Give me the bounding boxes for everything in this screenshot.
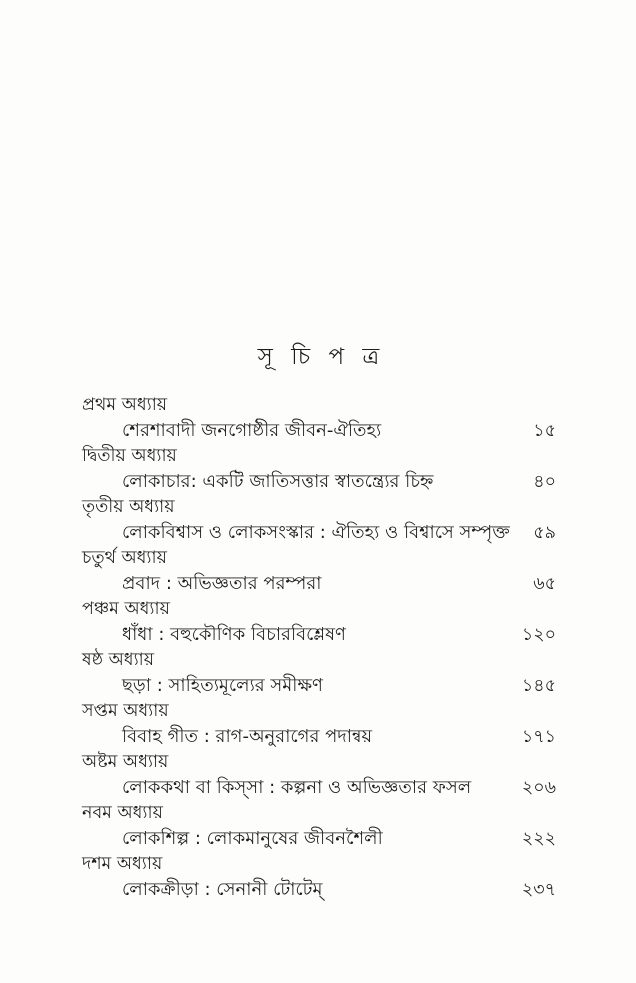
toc-chapter-8: [82, 750, 556, 801]
entry-title: শেরশাবাদী জনগোষ্ঠীর জীবন-ঐতিহ্য: [122, 420, 382, 441]
toc-entry: [82, 724, 556, 750]
chapter-heading: দশম অধ্যায়: [82, 854, 163, 874]
toc-entry: [82, 622, 556, 648]
entry-page-number: ৫৯: [533, 523, 556, 543]
toc-chapter-10: [82, 852, 556, 903]
entry-page-number: ১৫: [533, 421, 556, 441]
entry-page-number: ৬৫: [533, 574, 556, 594]
toc-chapter-5: [82, 597, 556, 648]
entry-page-number: ২০৬: [521, 778, 556, 798]
entry-title: লোকবিশ্বাস ও লোকসংস্কার : ঐতিহ্য ও বিশ্বাসে সম্পৃক্ত: [122, 522, 510, 543]
chapter-heading: পঞ্চম অধ্যায়: [82, 599, 170, 619]
toc-entry: [82, 775, 556, 801]
entry-page-number: ১২০: [521, 625, 556, 645]
chapter-heading: চতুর্থ অধ্যায়: [82, 548, 167, 568]
entry-title: বিবাহ গীত : রাগ-অনুরাগের পদান্বয়: [122, 726, 373, 747]
entry-title: ধাঁধা : বহুকৌণিক বিচারবিশ্লেষণ: [122, 624, 346, 645]
toc-entry: [82, 673, 556, 699]
chapter-heading: ষষ্ঠ অধ্যায়: [82, 650, 155, 670]
entry-title: লোকাচার: একটি জাতিসত্তার স্বাতন্ত্র্যের চিহ্ন: [122, 471, 434, 492]
toc-entry: [82, 469, 556, 495]
toc-entry: [82, 826, 556, 852]
toc-chapter-9: [82, 801, 556, 852]
chapter-heading: দ্বিতীয় অধ্যায়: [82, 446, 177, 466]
chapter-heading: প্রথম অধ্যায়: [82, 395, 168, 415]
chapter-heading: অষ্টম অধ্যায়: [82, 752, 169, 772]
entry-title: লোককথা বা কিস্‌সা : কল্পনা ও অভিজ্ঞতার ফসল: [122, 777, 472, 798]
toc-chapter-1: [82, 393, 556, 444]
chapter-heading: তৃতীয় অধ্যায়: [82, 497, 175, 517]
entry-page-number: ৪০: [533, 472, 556, 492]
toc-entry: [82, 877, 556, 903]
entry-title: লোকক্রীড়া : সেনানী টোটেম্: [122, 879, 323, 900]
chapter-heading: সপ্তম অধ্যায়: [82, 701, 169, 721]
entry-page-number: ১৭১: [521, 727, 556, 747]
toc-entry: [82, 520, 556, 546]
toc-entry: [82, 418, 556, 444]
entry-page-number: ২৩৭: [521, 880, 556, 900]
entry-title: লোকশিল্প : লোকমানুষের জীবনশৈলী: [122, 828, 383, 849]
entry-title: ছড়া : সাহিত্যমূল্যের সমীক্ষণ: [122, 675, 323, 696]
toc-chapter-2: [82, 444, 556, 495]
toc-chapter-3: [82, 495, 556, 546]
entry-page-number: ২২২: [521, 829, 556, 849]
toc-chapter-4: [82, 546, 556, 597]
toc-chapter-6: [82, 648, 556, 699]
toc-entry: [82, 571, 556, 597]
page-title: সূ চি প ত্র: [257, 344, 381, 370]
entry-title: প্রবাদ : অভিজ্ঞতার পরম্পরা: [122, 573, 322, 594]
entry-page-number: ১৪৫: [521, 676, 556, 696]
chapter-heading: নবম অধ্যায়: [82, 803, 163, 823]
toc-chapter-7: [82, 699, 556, 750]
